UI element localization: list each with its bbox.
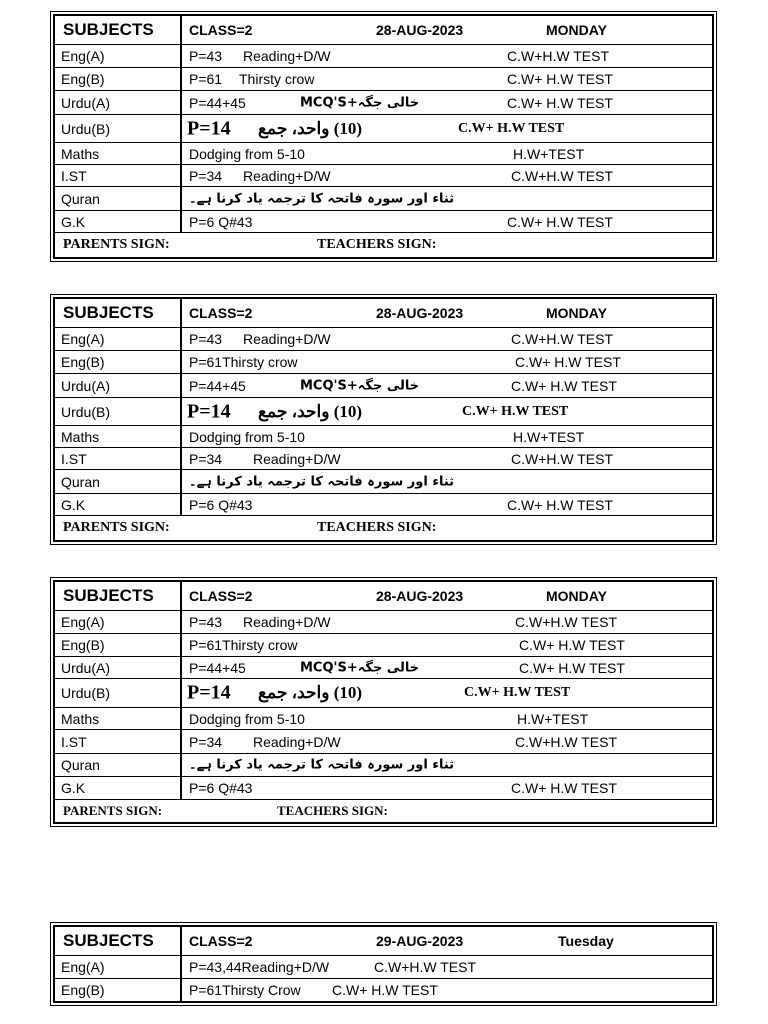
header-row bbox=[55, 582, 712, 610]
subject-cell: Urdu(A) bbox=[55, 657, 182, 678]
test-cell: H.W+TEST bbox=[513, 428, 585, 445]
subject-cell: Eng(B) bbox=[55, 634, 182, 656]
test-cell: C.W+ H.W TEST bbox=[462, 403, 569, 419]
test-cell: C.W+H.W TEST bbox=[507, 48, 610, 64]
table-row bbox=[55, 350, 712, 373]
test-cell: C.W+H.W TEST bbox=[515, 733, 618, 750]
test-cell: C.W+ H.W TEST bbox=[507, 94, 613, 111]
date-label: 28-AUG-2023 bbox=[376, 588, 464, 604]
class-label: CLASS=2 bbox=[189, 933, 253, 949]
test-cell: C.W+ H.W TEST bbox=[464, 685, 571, 700]
subject-cell: Eng(B) bbox=[55, 351, 182, 373]
test-cell: H.W+TEST bbox=[517, 710, 589, 727]
page-cell: Dodging from 5-10 bbox=[189, 145, 305, 162]
page-cell: P=43 bbox=[189, 48, 223, 64]
subject-cell: Eng(A) bbox=[55, 956, 182, 978]
subject-cell: Urdu(A) bbox=[55, 91, 182, 114]
subject-cell: Eng(A) bbox=[55, 611, 182, 633]
table-row bbox=[55, 493, 712, 515]
page-cell: P=6 Q#43 bbox=[189, 780, 253, 796]
table-row bbox=[55, 114, 712, 142]
table-row bbox=[55, 425, 712, 447]
subject-cell: G.K bbox=[55, 211, 182, 232]
table-row bbox=[55, 67, 712, 90]
table-row bbox=[55, 656, 712, 678]
work-cell: (10) واحد، جمع bbox=[258, 401, 363, 421]
table-row bbox=[55, 978, 712, 1001]
page-cell: P=6 Q#43 bbox=[189, 213, 253, 230]
test-cell: C.W+H.W TEST bbox=[511, 331, 614, 347]
header-row bbox=[55, 927, 712, 955]
day-label: MONDAY bbox=[546, 588, 607, 604]
subject-cell: Urdu(B) bbox=[55, 115, 182, 142]
page-cell: P=43,44Reading+D/W bbox=[189, 959, 330, 975]
table-row bbox=[55, 142, 712, 164]
work-cell: Reading+D/W bbox=[243, 167, 331, 184]
test-cell: C.W+ H.W TEST bbox=[519, 659, 625, 676]
subject-cell: I.ST bbox=[55, 448, 182, 469]
test-cell: C.W+ H.W TEST bbox=[507, 71, 613, 87]
class-label: CLASS=2 bbox=[189, 305, 253, 321]
table-row bbox=[55, 210, 712, 232]
subject-cell: G.K bbox=[55, 777, 182, 799]
parents-sign-label: PARENTS SIGN: bbox=[63, 520, 170, 535]
page-cell: P=14 bbox=[187, 400, 231, 422]
page-cell: P=44+45 bbox=[189, 94, 246, 111]
work-cell: خالی جگہ+MCQ'S bbox=[300, 660, 420, 675]
diary-sheet-1 bbox=[50, 11, 717, 262]
subject-cell: Maths bbox=[55, 143, 182, 164]
teachers-sign-label: TEACHERS SIGN: bbox=[317, 520, 437, 535]
page-cell: P=6 Q#43 bbox=[189, 496, 253, 513]
test-cell: C.W+H.W TEST bbox=[374, 959, 477, 975]
subject-cell: Quran bbox=[55, 470, 182, 493]
subject-cell: Eng(A) bbox=[55, 328, 182, 350]
date-label: 28-AUG-2023 bbox=[376, 305, 464, 321]
test-cell: C.W+ H.W TEST bbox=[332, 982, 438, 998]
diary-sheet-3 bbox=[50, 577, 717, 827]
test-cell: C.W+ H.W TEST bbox=[511, 377, 617, 394]
subject-cell: Eng(B) bbox=[55, 68, 182, 90]
class-label: CLASS=2 bbox=[189, 588, 253, 604]
subjects-heading: SUBJECTS bbox=[55, 299, 182, 327]
page-cell: ثناء اور سورہ فاتحہ کا ترجمہ یاد کرنا ہے۔ bbox=[189, 191, 455, 206]
table-row bbox=[55, 90, 712, 114]
subjects-heading: SUBJECTS bbox=[55, 582, 182, 610]
work-cell: Reading+D/W bbox=[243, 614, 331, 630]
day-label: MONDAY bbox=[546, 22, 607, 38]
diary-sheet-2 bbox=[50, 294, 717, 545]
table-row bbox=[55, 164, 712, 186]
subject-cell: Maths bbox=[55, 426, 182, 447]
table-row bbox=[55, 610, 712, 633]
test-cell: C.W+ H.W TEST bbox=[515, 354, 621, 370]
test-cell: C.W+ H.W TEST bbox=[507, 213, 613, 230]
test-cell: C.W+ H.W TEST bbox=[507, 496, 613, 513]
work-cell: Reading+D/W bbox=[253, 733, 341, 750]
page-cell: P=43 bbox=[189, 331, 223, 347]
page-cell: P=43 bbox=[189, 614, 223, 630]
work-cell: (10) واحد، جمع bbox=[258, 683, 363, 702]
test-cell: C.W+ H.W TEST bbox=[511, 780, 617, 796]
table-row bbox=[55, 729, 712, 753]
header-row bbox=[55, 16, 712, 44]
table-row bbox=[55, 955, 712, 978]
page-cell: P=44+45 bbox=[189, 659, 246, 676]
subject-cell: Urdu(B) bbox=[55, 398, 182, 425]
subject-cell: Urdu(B) bbox=[55, 679, 182, 707]
page-cell: P=61 bbox=[189, 71, 223, 87]
date-label: 29-AUG-2023 bbox=[376, 933, 464, 949]
work-cell: خالی جگہ+MCQ'S bbox=[300, 378, 420, 393]
work-cell: Reading+D/W bbox=[253, 450, 341, 467]
day-label: MONDAY bbox=[546, 305, 607, 321]
page-cell: P=44+45 bbox=[189, 377, 246, 394]
subject-cell: Maths bbox=[55, 708, 182, 729]
page-cell: Dodging from 5-10 bbox=[189, 710, 305, 727]
page-cell: P=34 bbox=[189, 167, 223, 184]
subject-cell: Eng(A) bbox=[55, 45, 182, 67]
page-cell: P=61Thirsty crow bbox=[189, 354, 298, 370]
day-label: Tuesday bbox=[558, 933, 614, 949]
work-cell: (10) واحد، جمع bbox=[258, 118, 363, 138]
subject-cell: Urdu(A) bbox=[55, 374, 182, 397]
subjects-heading: SUBJECTS bbox=[55, 927, 182, 955]
page-cell: P=61Thirsty crow bbox=[189, 637, 298, 653]
subject-cell: Quran bbox=[55, 754, 182, 776]
table-row bbox=[55, 327, 712, 350]
table-row bbox=[55, 678, 712, 707]
test-cell: C.W+H.W TEST bbox=[511, 450, 614, 467]
parents-sign-label: PARENTS SIGN: bbox=[63, 237, 170, 252]
test-cell: C.W+ H.W TEST bbox=[458, 120, 565, 136]
subject-cell: G.K bbox=[55, 494, 182, 515]
teachers-sign-label: TEACHERS SIGN: bbox=[317, 237, 437, 252]
subject-cell: Eng(B) bbox=[55, 979, 182, 1001]
work-cell: Reading+D/W bbox=[243, 48, 331, 64]
table-row bbox=[55, 447, 712, 469]
page-cell: P=34 bbox=[189, 450, 223, 467]
table-row bbox=[55, 373, 712, 397]
page-cell: P=14 bbox=[187, 117, 231, 139]
subject-cell: I.ST bbox=[55, 165, 182, 186]
page-cell: ثناء اور سورہ فاتحہ کا ترجمہ یاد کرنا ہے۔ bbox=[189, 474, 455, 489]
work-cell: Thirsty crow bbox=[239, 71, 315, 87]
test-cell: C.W+ H.W TEST bbox=[519, 637, 625, 653]
page-cell: P=34 bbox=[189, 733, 223, 750]
signature-row bbox=[55, 232, 712, 257]
page-cell: Dodging from 5-10 bbox=[189, 428, 305, 445]
table-row bbox=[55, 633, 712, 656]
signature-row bbox=[55, 799, 712, 822]
test-cell: H.W+TEST bbox=[513, 145, 585, 162]
table-row bbox=[55, 469, 712, 493]
test-cell: C.W+H.W TEST bbox=[515, 614, 618, 630]
subject-cell: Quran bbox=[55, 187, 182, 210]
teachers-sign-label: TEACHERS SIGN: bbox=[277, 803, 388, 818]
header-row bbox=[55, 299, 712, 327]
table-row bbox=[55, 44, 712, 67]
test-cell: C.W+H.W TEST bbox=[511, 167, 614, 184]
subject-cell: I.ST bbox=[55, 730, 182, 753]
page-cell: P=61Thirsty Crow bbox=[189, 982, 301, 998]
work-cell: خالی جگہ+MCQ'S bbox=[300, 95, 420, 110]
table-row bbox=[55, 397, 712, 425]
signature-row bbox=[55, 515, 712, 540]
table-row bbox=[55, 707, 712, 729]
class-label: CLASS=2 bbox=[189, 22, 253, 38]
date-label: 28-AUG-2023 bbox=[376, 22, 464, 38]
page-cell: P=14 bbox=[187, 681, 231, 704]
page-cell: ثناء اور سورہ فاتحہ کا ترجمہ یاد کرنا ہے۔ bbox=[189, 757, 455, 773]
table-row bbox=[55, 753, 712, 776]
parents-sign-label: PARENTS SIGN: bbox=[63, 803, 163, 818]
diary-sheet-4 bbox=[50, 922, 717, 1006]
table-row bbox=[55, 776, 712, 799]
subjects-heading: SUBJECTS bbox=[55, 16, 182, 44]
table-row bbox=[55, 186, 712, 210]
work-cell: Reading+D/W bbox=[243, 331, 331, 347]
